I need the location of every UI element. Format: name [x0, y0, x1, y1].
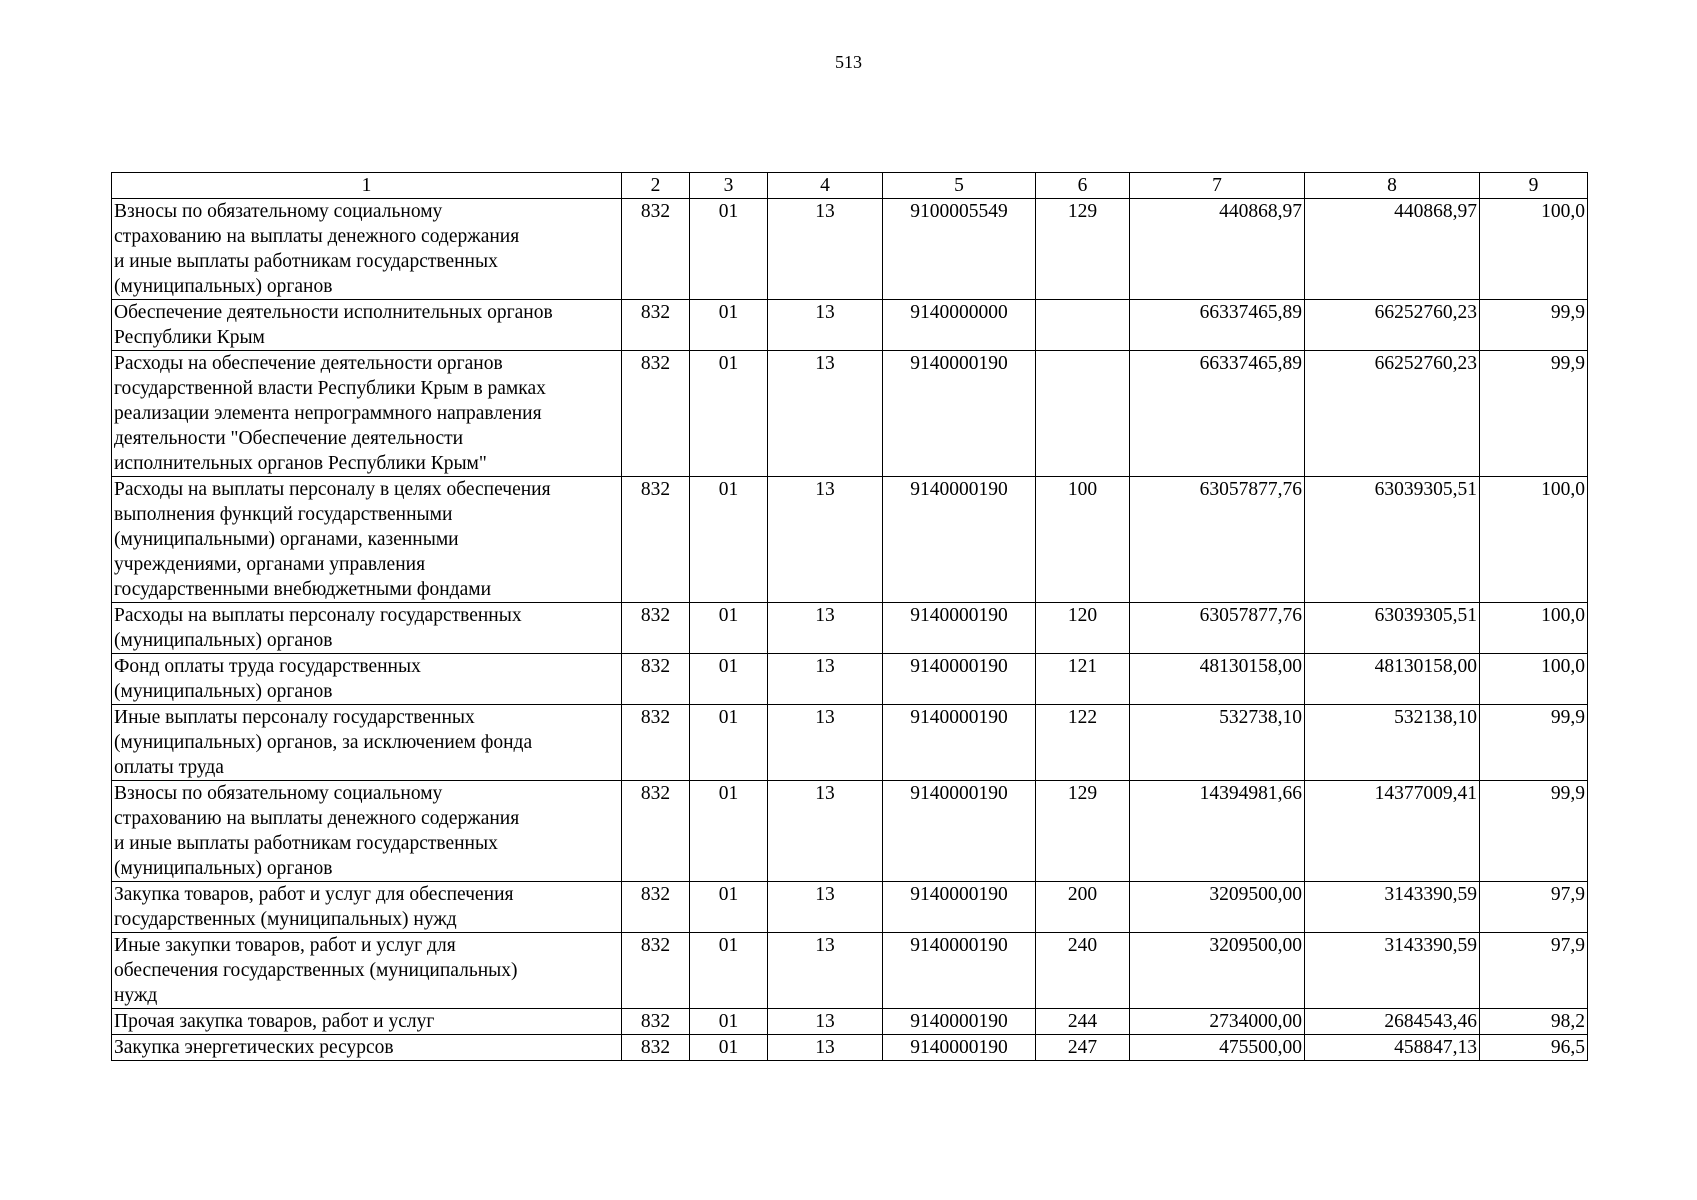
row-name-line: государственными внебюджетными фондами: [114, 579, 492, 600]
header-cell: 7: [1130, 173, 1305, 199]
column-7-amount: 66337465,89: [1130, 351, 1305, 477]
column-5-cell: 9140000190: [883, 1009, 1036, 1035]
column-9-percent: 97,9: [1480, 882, 1588, 933]
row-name-line: деятельности "Обеспечение деятельности: [114, 428, 464, 449]
header-cell: 2: [622, 173, 690, 199]
column-9-percent: 100,0: [1480, 603, 1588, 654]
column-5-cell: 9140000190: [883, 1035, 1036, 1061]
column-3-cell: 01: [690, 705, 768, 781]
row-name-cell: [112, 705, 622, 781]
column-9-percent: 100,0: [1480, 654, 1588, 705]
column-4-cell: 13: [768, 351, 883, 477]
column-7-amount: 63057877,76: [1130, 603, 1305, 654]
row-name-cell: [112, 351, 622, 477]
column-8-amount: 66252760,23: [1305, 351, 1480, 477]
column-3-cell: 01: [690, 933, 768, 1009]
column-6-cell: 129: [1036, 199, 1130, 300]
column-5-cell: 9100005549: [883, 199, 1036, 300]
column-9-percent: 98,2: [1480, 1009, 1588, 1035]
column-4-cell: 13: [768, 882, 883, 933]
row-name-line: Расходы на выплаты персоналу государственных: [114, 605, 522, 626]
column-7-amount: 440868,97: [1130, 199, 1305, 300]
row-name-line: Иные выплаты персоналу государственных: [114, 707, 475, 728]
column-9-percent: 99,9: [1480, 300, 1588, 351]
column-8-amount: 3143390,59: [1305, 882, 1480, 933]
column-7-amount: 532738,10: [1130, 705, 1305, 781]
column-7-amount: 475500,00: [1130, 1035, 1305, 1061]
column-4-cell: 13: [768, 199, 883, 300]
column-3-cell: 01: [690, 1009, 768, 1035]
column-2-cell: 832: [622, 351, 690, 477]
header-cell: 9: [1480, 173, 1588, 199]
column-2-cell: 832: [622, 603, 690, 654]
column-8-amount: 3143390,59: [1305, 933, 1480, 1009]
table-row: [112, 1035, 1588, 1061]
row-name-line: Взносы по обязательному социальному: [114, 783, 443, 804]
header-cell: 1: [112, 173, 622, 199]
header-cell: 6: [1036, 173, 1130, 199]
column-4-cell: 13: [768, 705, 883, 781]
table-row: [112, 300, 1588, 351]
table-row: [112, 199, 1588, 300]
column-5-cell: 9140000190: [883, 603, 1036, 654]
row-name-line: Закупка товаров, работ и услуг для обеспечения: [114, 884, 514, 905]
row-name-line: (муниципальными) органами, казенными: [114, 529, 459, 550]
column-7-amount: 14394981,66: [1130, 781, 1305, 882]
column-3-cell: 01: [690, 781, 768, 882]
column-2-cell: 832: [622, 300, 690, 351]
column-2-cell: 832: [622, 705, 690, 781]
row-name-line: учреждениями, органами управления: [114, 554, 426, 575]
row-name-line: Прочая закупка товаров, работ и услуг: [114, 1011, 435, 1032]
column-7-amount: 66337465,89: [1130, 300, 1305, 351]
row-name-line: выполнения функций государственными: [114, 504, 453, 525]
column-6-cell: 129: [1036, 781, 1130, 882]
column-2-cell: 832: [622, 1035, 690, 1061]
row-name-cell: [112, 654, 622, 705]
column-4-cell: 13: [768, 1035, 883, 1061]
table-row: [112, 603, 1588, 654]
row-name-line: оплаты труда: [114, 757, 224, 778]
column-6-cell: 240: [1036, 933, 1130, 1009]
row-name-cell: [112, 477, 622, 603]
row-name-line: страхованию на выплаты денежного содержания: [114, 808, 520, 829]
column-6-cell: 121: [1036, 654, 1130, 705]
table-row: [112, 1009, 1588, 1035]
column-5-cell: 9140000190: [883, 882, 1036, 933]
column-3-cell: 01: [690, 1035, 768, 1061]
page-number: 513: [835, 52, 862, 72]
column-4-cell: 13: [768, 654, 883, 705]
row-name-cell: [112, 603, 622, 654]
column-4-cell: 13: [768, 603, 883, 654]
column-2-cell: 832: [622, 882, 690, 933]
row-name-line: Взносы по обязательному социальному: [114, 201, 443, 222]
column-8-amount: 458847,13: [1305, 1035, 1480, 1061]
row-name-line: Республики Крым: [114, 327, 265, 348]
row-name-line: Фонд оплаты труда государственных: [114, 656, 421, 677]
column-8-amount: 2684543,46: [1305, 1009, 1480, 1035]
row-name-cell: [112, 199, 622, 300]
column-5-cell: 9140000190: [883, 933, 1036, 1009]
table-row: [112, 933, 1588, 1009]
column-2-cell: 832: [622, 1009, 690, 1035]
column-8-amount: 63039305,51: [1305, 477, 1480, 603]
column-3-cell: 01: [690, 351, 768, 477]
column-9-percent: 97,9: [1480, 933, 1588, 1009]
row-name-line: государственной власти Республики Крым в рамках: [114, 378, 546, 399]
header-cell: 8: [1305, 173, 1480, 199]
row-name-line: нужд: [114, 985, 158, 1006]
row-name-line: Обеспечение деятельности исполнительных органов: [114, 302, 553, 323]
column-3-cell: 01: [690, 477, 768, 603]
column-4-cell: 13: [768, 1009, 883, 1035]
row-name-line: (муниципальных) органов: [114, 681, 333, 702]
column-7-amount: 2734000,00: [1130, 1009, 1305, 1035]
column-5-cell: 9140000190: [883, 781, 1036, 882]
column-9-percent: 100,0: [1480, 199, 1588, 300]
column-9-percent: 96,5: [1480, 1035, 1588, 1061]
column-6-cell: [1036, 351, 1130, 477]
column-6-cell: 120: [1036, 603, 1130, 654]
row-name-line: Расходы на обеспечение деятельности органов: [114, 353, 503, 374]
column-2-cell: 832: [622, 933, 690, 1009]
table-row: [112, 705, 1588, 781]
table-row: [112, 781, 1588, 882]
column-3-cell: 01: [690, 199, 768, 300]
row-name-line: реализации элемента непрограммного направления: [114, 403, 542, 424]
column-7-amount: 63057877,76: [1130, 477, 1305, 603]
row-name-line: исполнительных органов Республики Крым": [114, 453, 487, 474]
column-7-amount: 3209500,00: [1130, 882, 1305, 933]
header-cell: 3: [690, 173, 768, 199]
row-name-line: Иные закупки товаров, работ и услуг для: [114, 935, 456, 956]
column-6-cell: [1036, 300, 1130, 351]
row-name-line: государственных (муниципальных) нужд: [114, 909, 457, 930]
table-body: [112, 199, 1588, 1061]
column-9-percent: 99,9: [1480, 351, 1588, 477]
budget-table: [111, 172, 1588, 1061]
table-row: [112, 882, 1588, 933]
row-name-cell: [112, 781, 622, 882]
row-name-cell: [112, 933, 622, 1009]
column-9-percent: 99,9: [1480, 705, 1588, 781]
column-4-cell: 13: [768, 781, 883, 882]
header-cell: 4: [768, 173, 883, 199]
column-8-amount: 440868,97: [1305, 199, 1480, 300]
column-7-amount: 48130158,00: [1130, 654, 1305, 705]
column-4-cell: 13: [768, 933, 883, 1009]
column-2-cell: 832: [622, 477, 690, 603]
column-9-percent: 99,9: [1480, 781, 1588, 882]
table-row: [112, 351, 1588, 477]
column-3-cell: 01: [690, 603, 768, 654]
row-name-cell: [112, 1035, 622, 1061]
table-row: [112, 477, 1588, 603]
column-6-cell: 100: [1036, 477, 1130, 603]
column-2-cell: 832: [622, 654, 690, 705]
header-row: [112, 173, 1588, 199]
column-4-cell: 13: [768, 300, 883, 351]
column-9-percent: 100,0: [1480, 477, 1588, 603]
row-name-line: страхованию на выплаты денежного содержания: [114, 226, 520, 247]
row-name-line: и иные выплаты работникам государственных: [114, 833, 498, 854]
row-name-cell: [112, 300, 622, 351]
column-5-cell: 9140000000: [883, 300, 1036, 351]
column-3-cell: 01: [690, 300, 768, 351]
row-name-line: (муниципальных) органов: [114, 630, 333, 651]
row-name-line: Закупка энергетических ресурсов: [114, 1037, 394, 1058]
column-5-cell: 9140000190: [883, 477, 1036, 603]
row-name-cell: [112, 1009, 622, 1035]
table-row: [112, 654, 1588, 705]
column-8-amount: 48130158,00: [1305, 654, 1480, 705]
row-name-line: (муниципальных) органов, за исключением фонда: [114, 732, 533, 753]
column-6-cell: 200: [1036, 882, 1130, 933]
column-3-cell: 01: [690, 882, 768, 933]
column-7-amount: 3209500,00: [1130, 933, 1305, 1009]
column-8-amount: 532138,10: [1305, 705, 1480, 781]
column-8-amount: 63039305,51: [1305, 603, 1480, 654]
row-name-line: (муниципальных) органов: [114, 276, 333, 297]
column-5-cell: 9140000190: [883, 351, 1036, 477]
column-8-amount: 14377009,41: [1305, 781, 1480, 882]
column-3-cell: 01: [690, 654, 768, 705]
column-2-cell: 832: [622, 781, 690, 882]
column-6-cell: 244: [1036, 1009, 1130, 1035]
column-2-cell: 832: [622, 199, 690, 300]
column-8-amount: 66252760,23: [1305, 300, 1480, 351]
column-6-cell: 122: [1036, 705, 1130, 781]
header-cell: 5: [883, 173, 1036, 199]
row-name-line: Расходы на выплаты персоналу в целях обеспечения: [114, 479, 551, 500]
column-5-cell: 9140000190: [883, 705, 1036, 781]
row-name-line: (муниципальных) органов: [114, 858, 333, 879]
column-4-cell: 13: [768, 477, 883, 603]
column-5-cell: 9140000190: [883, 654, 1036, 705]
column-6-cell: 247: [1036, 1035, 1130, 1061]
row-name-line: и иные выплаты работникам государственных: [114, 251, 498, 272]
row-name-line: обеспечения государственных (муниципальных): [114, 960, 518, 981]
row-name-cell: [112, 882, 622, 933]
